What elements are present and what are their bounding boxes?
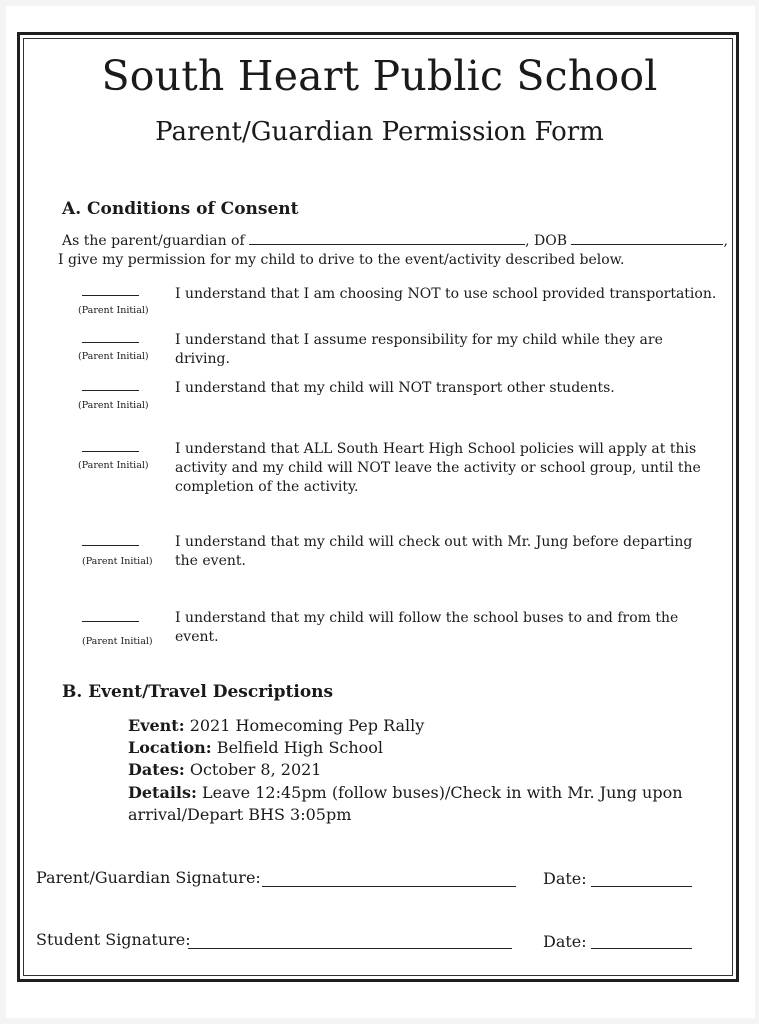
student-signature-field[interactable] <box>188 948 512 949</box>
consent-prefix: As the parent/guardian of <box>62 233 245 249</box>
parent-date-field[interactable] <box>591 886 692 887</box>
initial-field-5[interactable] <box>82 545 139 546</box>
page-border <box>17 32 739 982</box>
details-label: Details: <box>128 783 197 802</box>
event-value: 2021 Homecoming Pep Rally <box>184 716 425 735</box>
student-date-label: Date: <box>543 932 587 951</box>
details-value-1: Leave 12:45pm (follow buses)/Check in with Mr. Jung upon <box>196 783 683 802</box>
school-name: South Heart Public School <box>101 52 658 100</box>
event-row <box>128 715 424 736</box>
parent-date-label: Date: <box>543 869 587 888</box>
consent-line-2: I give my permission for my child to drive to the event/activity described below. <box>58 252 625 268</box>
details-row <box>128 782 683 803</box>
dates-value: October 8, 2021 <box>184 760 322 779</box>
child-name-field[interactable] <box>249 232 525 245</box>
statement-5: I understand that my child will check out with Mr. Jung before departing the event. <box>175 534 693 569</box>
parent-signature-label: Parent/Guardian Signature: <box>36 868 261 887</box>
event-label: Event: <box>128 716 185 735</box>
initial-label-3: (Parent Initial) <box>78 400 149 411</box>
statement-6: I understand that my child will follow the school buses to and from the event. <box>175 610 679 645</box>
initial-label-5: (Parent Initial) <box>82 556 153 567</box>
location-value: Belfield High School <box>211 738 384 757</box>
student-signature-label: Student Signature: <box>36 930 191 949</box>
dob-label: , DOB <box>525 233 567 249</box>
initial-label-1: (Parent Initial) <box>78 305 149 316</box>
trailing-comma: , <box>723 233 728 249</box>
initial-field-2[interactable] <box>82 342 139 343</box>
dob-field[interactable] <box>571 232 723 245</box>
location-label: Location: <box>128 738 212 757</box>
section-b-heading: B. Event/Travel Descriptions <box>62 682 334 702</box>
initial-field-4[interactable] <box>82 451 139 452</box>
statement-1: I understand that I am choosing NOT to use school provided transportation. <box>175 286 717 302</box>
location-row <box>128 737 383 758</box>
statement-3: I understand that my child will NOT transport other students. <box>175 380 615 396</box>
details-value-2: arrival/Depart BHS 3:05pm <box>128 805 352 824</box>
dates-label: Dates: <box>128 760 185 779</box>
parent-signature-field[interactable] <box>262 886 516 887</box>
initial-label-6: (Parent Initial) <box>82 636 153 647</box>
section-a-heading: A. Conditions of Consent <box>62 199 299 219</box>
initial-label-4: (Parent Initial) <box>78 460 149 471</box>
student-date-field[interactable] <box>591 948 692 949</box>
statement-4: I understand that ALL South Heart High School policies will apply at this activity and my child will NOT leave the activity or school group, until the completion of the activity. <box>175 441 701 495</box>
form-title: Parent/Guardian Permission Form <box>155 117 604 147</box>
initial-label-2: (Parent Initial) <box>78 351 149 362</box>
initial-field-1[interactable] <box>82 295 139 296</box>
initial-field-3[interactable] <box>82 390 139 391</box>
dates-row <box>128 759 321 780</box>
consent-line-1 <box>62 232 728 250</box>
initial-field-6[interactable] <box>82 621 139 622</box>
statement-2: I understand that I assume responsibility for my child while they are driving. <box>175 332 663 367</box>
